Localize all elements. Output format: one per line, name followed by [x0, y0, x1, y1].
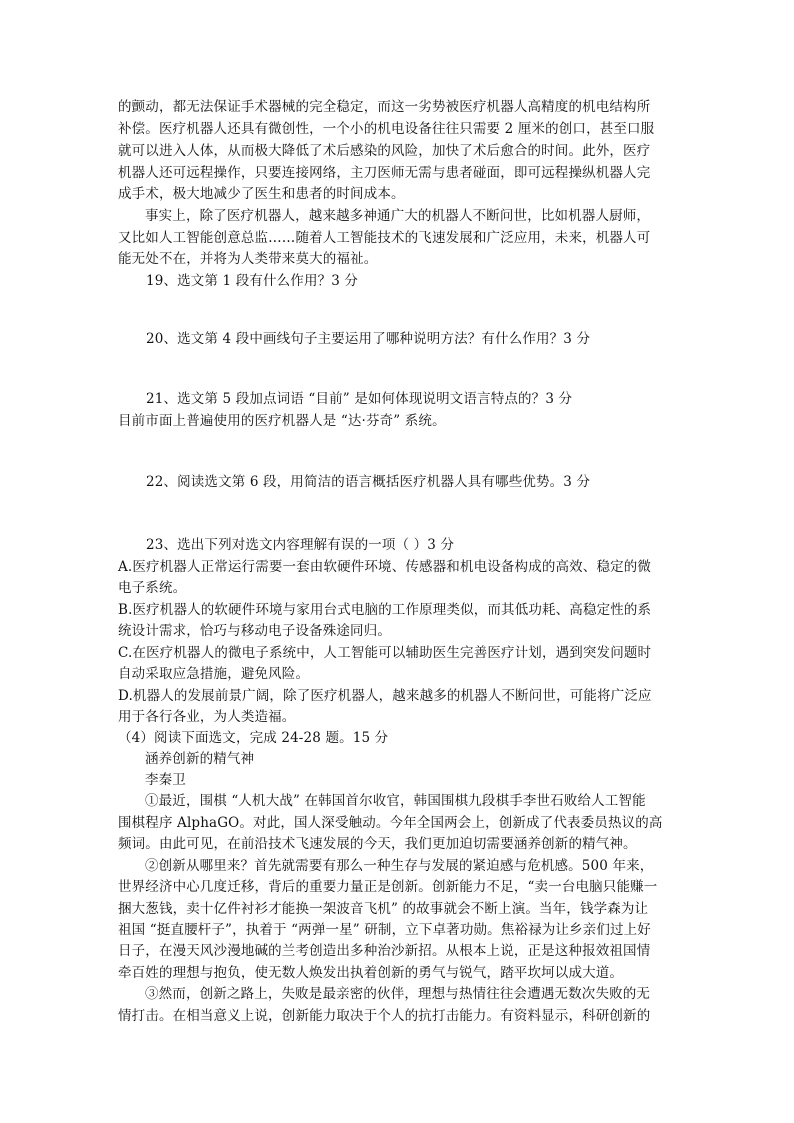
- option-c: C.在医疗机器人的微电子系统中，人工智能可以辅助医生完善医疗计划，遇到突发问题时: [118, 645, 652, 661]
- section-heading: （4）阅读下面选文，完成 24-28 题。15 分: [118, 730, 389, 746]
- text-line: 目前市面上普遍使用的医疗机器人是 “达·芬奇” 系统。: [118, 413, 446, 429]
- text-line: 日子，在漫天风沙漫地碱的兰考创造出多种治沙新招。从根本上说，正是这种报效祖国情: [118, 943, 651, 959]
- question-23: 23、选出下列对选文内容理解有误的一项（ ）3 分: [146, 537, 455, 553]
- question-20: 20、选文第 4 段中画线句子主要运用了哪种说明方法？有什么作用？3 分: [146, 331, 591, 347]
- text-line: 成手术，极大地减少了医生和患者的时间成本。: [118, 186, 405, 202]
- question-19: 19、选文第 1 段有什么作用？3 分: [146, 273, 359, 289]
- text-line: 世界经济中心几度迁移，背后的重要力量正是创新。创新能力不足，“卖一台电脑只能赚一: [118, 879, 658, 895]
- text-line: 又比如人工智能创意总监……随着人工智能技术的飞速发展和广泛应用，未来，机器人可: [118, 230, 651, 246]
- question-22: 22、阅读选文第 6 段，用简洁的语言概括医疗机器人具有哪些优势。3 分: [146, 474, 591, 490]
- text-line: ③然而，创新之路上，失败是最亲密的伙伴，理想与热情往往会遭遇无数次失败的无: [145, 986, 651, 1002]
- text-line: 捆大葱钱，卖十亿件衬衫才能换一架波音飞机” 的故事就会不断上演。当年，钱学森为让: [118, 901, 649, 917]
- option-a-cont: 电子系统。: [118, 580, 187, 596]
- text-line: 机器人还可远程操作，只要连接网络，主刀医师无需与患者碰面，即可远程操纵机器人完: [118, 165, 651, 181]
- article-author: 李秦卫: [145, 772, 186, 788]
- text-line: 事实上，除了医疗机器人，越来越多神通广大的机器人不断问世，比如机器人厨师，: [145, 208, 651, 224]
- option-b-cont: 统设计需求，恰巧与移动电子设备殊途同归。: [118, 623, 391, 639]
- text-line: 频词。由此可见，在前沿技术飞速发展的今天，我们更加迫切需要涵养创新的精气神。: [118, 836, 637, 852]
- text-line: 的颤动，都无法保证手术器械的完全稳定，而这一劣势被医疗机器人高精度的机电结构所: [118, 99, 651, 115]
- text-line: 能无处不在，并将为人类带来莫大的福祉。: [118, 251, 378, 267]
- text-line: 情打击。在相当意义上说，创新能力取决于个人的抗打击能力。有资料显示，科研创新的: [118, 1008, 651, 1024]
- question-21: 21、选文第 5 段加点词语 “目前” 是如何体现说明文语言特点的？3 分: [146, 391, 573, 407]
- text-line: ①最近，围棋 “人机大战” 在韩国首尔收官，韩国围棋九段棋手李世石败给人工智能: [145, 793, 646, 809]
- text-line: 围棋程序 AlphaGO。对此，国人深受触动。今年全国两会上，创新成了代表委员热议的高: [118, 815, 663, 831]
- text-line: ②创新从哪里来？首先就需要有那么一种生存与发展的紧迫感与危机感。500 年来，: [145, 858, 654, 874]
- text-line: 就可以进入人体，从而极大降低了术后感染的风险，加快了术后愈合的时间。此外，医疗: [118, 143, 651, 159]
- option-d-cont: 用于各行各业，为人类造福。: [118, 709, 296, 725]
- article-title: 涵养创新的精气神: [145, 751, 255, 767]
- option-b: B.医疗机器人的软硬件环境与家用台式电脑的工作原理类似，而其低功耗、高稳定性的系: [118, 602, 652, 618]
- option-a: A.医疗机器人正常运行需要一套由软硬件环境、传感器和机电设备构成的高效、稳定的微: [118, 559, 652, 575]
- option-d: D.机器人的发展前景广阔，除了医疗机器人，越来越多的机器人不断问世，可能将广泛应: [118, 688, 652, 704]
- option-c-cont: 自动采取应急措施，避免风险。: [118, 666, 310, 682]
- text-line: 祖国 “挺直腰杆子”，执着于 “两弹一星” 研制，立下卓著功勋。焦裕禄为让乡亲们过上好: [118, 922, 651, 938]
- text-line: 补偿。医疗机器人还具有微创性，一个小的机电设备往往只需要 2 厘米的创口，甚至口服: [118, 121, 655, 137]
- text-line: 牵百姓的理想与抱负，使无数人焕发出执着创新的勇气与锐气，踏平坎坷以成大道。: [118, 965, 624, 981]
